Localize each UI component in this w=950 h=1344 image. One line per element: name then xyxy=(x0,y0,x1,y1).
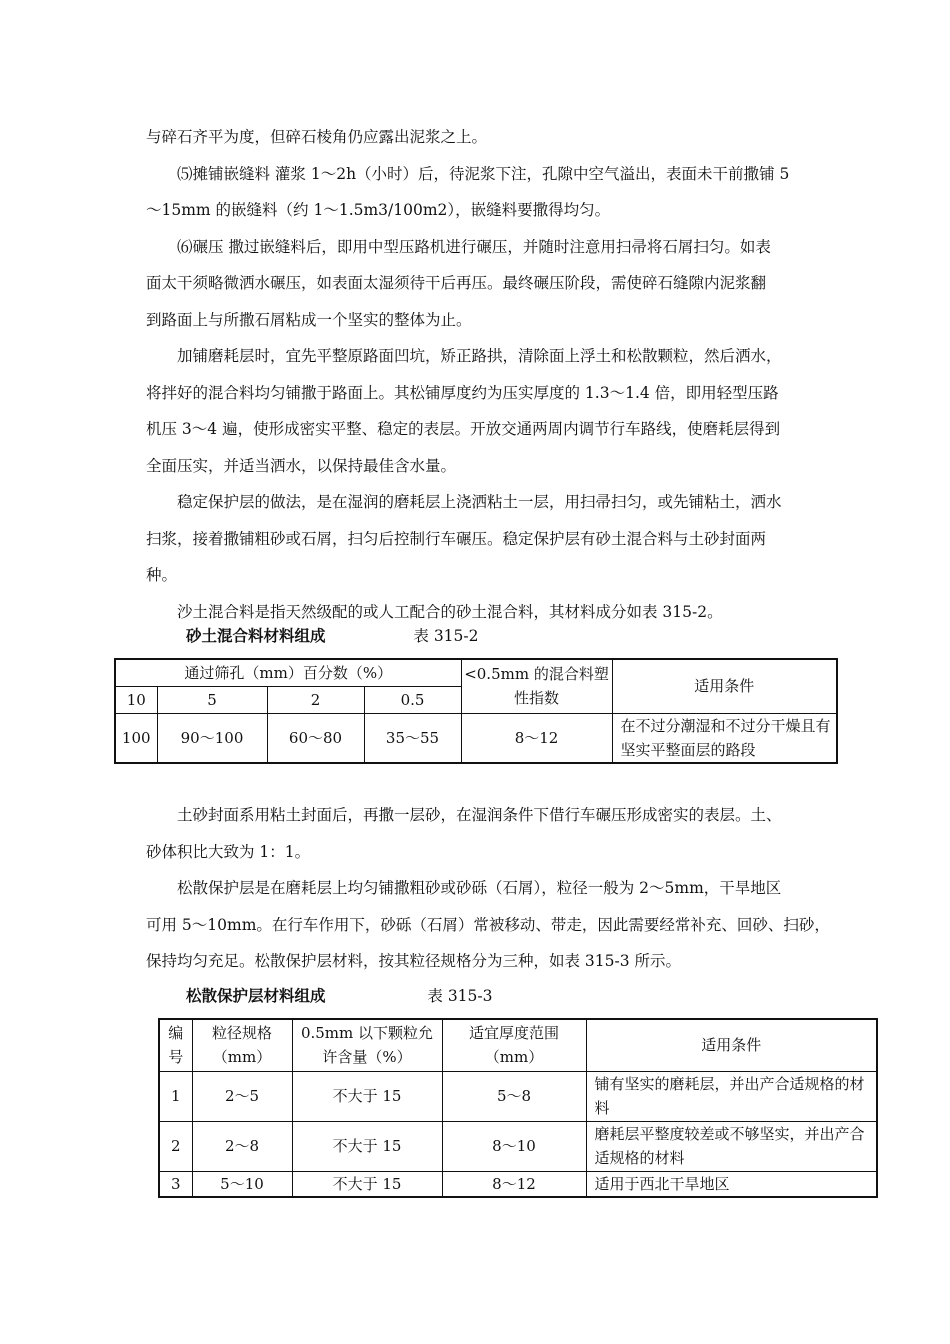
header-sieve: 10 xyxy=(115,686,157,713)
text-line: 全面压实，并适当洒水，以保持最佳含水量。 xyxy=(146,456,457,475)
table-cell: 5～10 xyxy=(192,1171,292,1197)
table2-caption-number: 表 315-3 xyxy=(427,987,493,1005)
header-sieve: 5 xyxy=(157,686,267,713)
table-row xyxy=(115,713,837,763)
table-cell: 不大于 15 xyxy=(292,1121,442,1171)
text-line: 稳定保护层的做法，是在湿润的磨耗层上浇洒粘土一层，用扫帚扫匀，或先铺粘土，洒水 xyxy=(177,493,782,511)
table-cell: 2 xyxy=(159,1121,192,1171)
table-cell: 磨耗层平整度较差或不够坚实，并出产合适规格的材料 xyxy=(586,1121,877,1171)
header-condition: 适用条件 xyxy=(586,1019,877,1071)
table-row xyxy=(159,1071,877,1121)
text-line: 松散保护层是在磨耗层上均匀铺撒粗砂或砂砾（石屑），粒径一般为 2～5mm，干旱地区 xyxy=(177,879,782,897)
table-cell: 2～5 xyxy=(192,1071,292,1121)
text-line: ⑹碾压 撒过嵌缝料后，即用中型压路机进行碾压，并随时注意用扫帚将石屑扫匀。如表 xyxy=(177,237,771,256)
table2-caption-title: 松散保护层材料组成 xyxy=(186,986,326,1005)
header-size: 粒径规格（mm） xyxy=(192,1019,292,1071)
table-cell: 2～8 xyxy=(192,1121,292,1171)
header-fines: 0.5mm 以下颗粒允许含量（%） xyxy=(292,1019,442,1071)
header-number: 编号 xyxy=(159,1019,192,1071)
table-cell: 60～80 xyxy=(267,713,364,763)
table-cell: 1 xyxy=(159,1071,192,1121)
text-line: 土砂封面系用粘土封面后，再撒一层砂，在湿润条件下借行车碾压形成密实的表层。土、 xyxy=(177,806,782,824)
text-line: 种。 xyxy=(146,566,178,584)
table-cell: 铺有坚实的磨耗层，并出产合适规格的材料 xyxy=(586,1071,877,1121)
table-cell: 适用于西北干旱地区 xyxy=(586,1171,877,1197)
text-line: 保持均匀充足。松散保护层材料，按其粒径规格分为三种，如表 315-3 所示。 xyxy=(146,952,682,970)
table-315-2 xyxy=(114,658,838,764)
text-line: 到路面上与所撒石屑粘成一个坚实的整体为止。 xyxy=(146,310,472,329)
table-cell: 8～10 xyxy=(442,1121,586,1171)
text-line: 与碎石齐平为度，但碎石棱角仍应露出泥浆之上。 xyxy=(146,128,488,146)
table-315-3 xyxy=(158,1018,878,1198)
text-line: ～15mm 的嵌缝料（约 1～1.5m3/100m2），嵌缝料要撒得均匀。 xyxy=(146,201,611,219)
text-line: 沙土混合料是指天然级配的或人工配合的砂土混合料，其材料成分如表 315-2。 xyxy=(177,602,723,621)
header-sieve: 2 xyxy=(267,686,364,713)
table-cell: 8～12 xyxy=(442,1171,586,1197)
text-line: 加铺磨耗层时，宜先平整原路面凹坑，矫正路拱，清除面上浮土和松散颗粒，然后洒水， xyxy=(177,347,782,365)
table-row xyxy=(159,1171,877,1197)
table1-caption xyxy=(186,624,479,646)
table1-caption-number: 表 315-2 xyxy=(413,627,479,645)
table-cell: 不大于 15 xyxy=(292,1071,442,1121)
header-thickness: 适宜厚度范围（mm） xyxy=(442,1019,586,1071)
text-line: 砂体积比大致为 1：1。 xyxy=(146,842,311,861)
table-row xyxy=(159,1121,877,1171)
table-cell: 100 xyxy=(115,713,157,763)
header-sieve: 0.5 xyxy=(364,686,461,713)
text-line: 将拌好的混合料均匀铺撒于路面上。其松铺厚度约为压实厚度的 1.3～1.4 倍，即用轻型压路 xyxy=(146,383,779,402)
body-text-top xyxy=(146,119,810,630)
header-sieve-group: 通过筛孔（mm）百分数（%） xyxy=(115,659,461,686)
header-plasticity: <0.5mm 的混合料塑性指数 xyxy=(461,659,612,713)
table2-caption xyxy=(186,984,493,1006)
text-line: 机压 3～4 遍，使形成密实平整、稳定的表层。开放交通两周内调节行车路线，使磨耗层得到 xyxy=(146,420,781,438)
table-cell: 不大于 15 xyxy=(292,1171,442,1197)
table1-caption-title: 砂土混合料材料组成 xyxy=(186,626,326,645)
body-text-mid xyxy=(146,797,830,980)
table-cell: 5～8 xyxy=(442,1071,586,1121)
text-line: ⑸摊铺嵌缝料 灌浆 1～2h（小时）后，待泥浆下注，孔隙中空气溢出，表面未干前撒铺 5 xyxy=(177,164,790,183)
table-cell: 35～55 xyxy=(364,713,461,763)
table-cell: 3 xyxy=(159,1171,192,1197)
text-line: 面太干须略微洒水碾压，如表面太湿须待干后再压。最终碾压阶段，需使碎石缝隙内泥浆翻 xyxy=(146,274,767,292)
table-cell: 90～100 xyxy=(157,713,267,763)
text-line: 扫浆，接着撒铺粗砂或石屑，扫匀后控制行车碾压。稳定保护层有砂土混合料与土砂封面两 xyxy=(146,529,767,548)
text-line: 可用 5～10mm。在行车作用下，砂砾（石屑）常被移动、带走，因此需要经常补充、回砂、扫砂， xyxy=(146,915,830,934)
table-cell: 8～12 xyxy=(461,713,612,763)
header-condition: 适用条件 xyxy=(612,659,837,713)
table-cell: 在不过分潮湿和不过分干燥且有坚实平整面层的路段 xyxy=(612,713,837,763)
